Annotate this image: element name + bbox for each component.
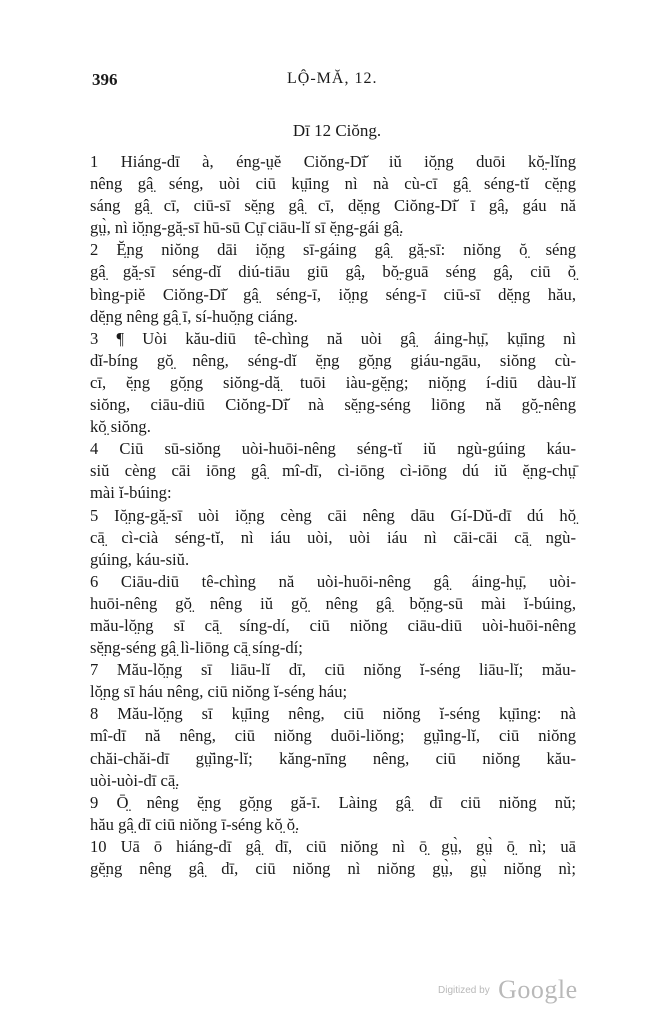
digitization-watermark	[438, 975, 578, 1005]
text-line: 5 Iŏ̤ng-gă̤-sī uòi iŏ̤ng cèng cāi nêng dāu Gí-Dŭ-dī dú hŏ̤	[90, 505, 576, 525]
text-line: dĕ̤ng nêng gâ̤ ī, sí-huŏ̤ng ciáng.	[90, 306, 298, 326]
text-line: chăi-chăi-dī gṳ̆ing-lĭ; kăng-nīng nêng, ciū niŏng kău-	[90, 748, 576, 768]
text-line: uòi-uòi-dī cā̤.	[90, 770, 180, 790]
text-line: gṳ̀, nì iŏ̤ng-gă̤-sī hū-sū Cṳ̄ ciāu-lĭ sī ĕ̤ng-gái gâ̤.	[90, 218, 404, 238]
text-line: 8 Mău-lŏ̤ng sī kṳ̄ing nêng, ciū niŏng ĭ-séng kṳ̄ing: nà	[90, 704, 576, 724]
text-line: 4 Ciū sū-siŏng uòi-huōi-nêng séng-tĭ iŭ ngù-gúing káu-	[90, 439, 576, 459]
text-line: cī, ĕ̤ng gŏ̤ng siŏng-dă̤ tuōi iàu-gĕ̤ng; niŏ̤ng í-diū dàu-lĭ	[90, 372, 576, 392]
text-line: gĕ̤ng nêng gâ̤ dī, ciū niŏng nì niŏng gṳ̀, gṳ̀ niŏng nì;	[90, 859, 576, 878]
text-line: mài ĭ-búing:	[90, 483, 172, 503]
text-line: cā̤ cì-cià séng-tĭ, nì iáu uòi, uòi iáu nì cāi-cāi cā̤ ngù-	[90, 527, 576, 547]
text-line: siŏng, ciāu-diū Ciŏng-Dī̆ nà sĕ̤ng-séng liōng nă gŏ̤-nêng	[90, 395, 576, 415]
text-line: mău-lŏ̤ng sī cā̤ síng-dí, ciū niŏng ciāu-diū uòi-huōi-nêng	[90, 615, 576, 635]
text-line: 3 ¶ Uòi kău-diū tê-chìng nă uòi gâ̤ áing-hṳ̄, kṳ̄ing nì	[90, 328, 576, 348]
book-title: LỘ-MĂ, 12.	[287, 70, 378, 87]
text-line: 2 Ĕ̤ng niŏng dāi iŏ̤ng sī-gáing gâ̤ gă̤-sī: niŏng ŏ̤ séng	[90, 240, 576, 260]
text-line: kŏ̤ siŏng.	[90, 417, 151, 437]
text-line: gúing, káu-siŭ.	[90, 549, 190, 569]
text-line: 10 Uā ō hiáng-dī gâ̤ dī, ciū niŏng nì ō̤ gṳ̀, gṳ̀ ō̤ nì; uā	[90, 836, 576, 856]
text-line: mî-dī nă nêng, ciū niŏng duōi-liŏng; gṳ̆ing-lĭ, ciū niŏng	[90, 726, 576, 746]
google-logo: Google	[498, 975, 578, 1004]
text-line: 1 Hiáng-dī à, éng-ṳĕ Ciŏng-Dī̆ iŭ iŏ̤ng duōi kŏ̤-lĭng	[90, 152, 576, 171]
digitized-by-label: Digitized by	[438, 984, 490, 996]
text-line: sáng gâ̤ cī, ciū-sī sĕ̤ng gâ̤ cī, dĕ̤ng Ciŏng-Dī̆ ī gâ̤, gáu nă	[90, 196, 576, 216]
chapter-title: Dī 12 Ciŏng.	[292, 121, 382, 140]
text-line: gâ̤ gă̤-sī séng-dĭ diú-tiāu giū gâ̤, bŏ̤-guā séng gâ̤, ciū ŏ̤	[90, 262, 576, 282]
text-line: 7 Mău-lŏ̤ng sī liāu-lĭ dī, ciū niŏng ĭ-séng liāu-lĭ; mău-	[90, 660, 576, 680]
text-line: siŭ cèng cāi iōng gâ̤ mî-dī, cì-iōng cì-iōng dú iŭ ĕ̤ng-chṳ̄	[90, 461, 576, 481]
text-line: 9 Ō̤ nêng ĕ̤ng gŏ̤ng gă-ī. Làing gâ̤ dī ciū niŏng nŭ;	[90, 792, 576, 812]
text-line: hău gâ̤ dī ciū niŏng ī-séng kŏ̤ ŏ̤.	[90, 814, 300, 834]
page-number: 396	[92, 70, 118, 89]
text-line: lŏ̤ng sī háu nêng, ciū niŏng ĭ-séng háu;	[90, 682, 348, 702]
text-line: dĭ-bíng gŏ̤ nêng, séng-dĭ ĕ̤ng gŏ̤ng giáu-ngāu, siŏng cù-	[90, 350, 576, 370]
text-line: 6 Ciāu-diū tê-chìng nă uòi-huōi-nêng gâ̤ áing-hṳ̄, uòi-	[90, 571, 576, 591]
text-line: sĕ̤ng-séng gâ̤ lì-liōng cā̤ síng-dí;	[90, 638, 303, 658]
text-line: nêng gâ̤ séng, uòi ciū kṳ̄ing nì nà cù-cī gâ̤ séng-tĭ cĕ̤ng	[90, 174, 576, 194]
text-line: bìng-piĕ Ciŏng-Dī̆ gâ̤ séng-ī, iŏ̤ng séng-ī ciū-sī dĕ̤ng hău,	[90, 284, 576, 304]
running-head	[92, 70, 570, 94]
text-line: huōi-nêng gŏ̤ nêng iŭ gŏ̤ nêng gâ̤ bŏ̤ng-sū mài ĭ-búing,	[90, 593, 576, 613]
body-text	[90, 151, 576, 880]
